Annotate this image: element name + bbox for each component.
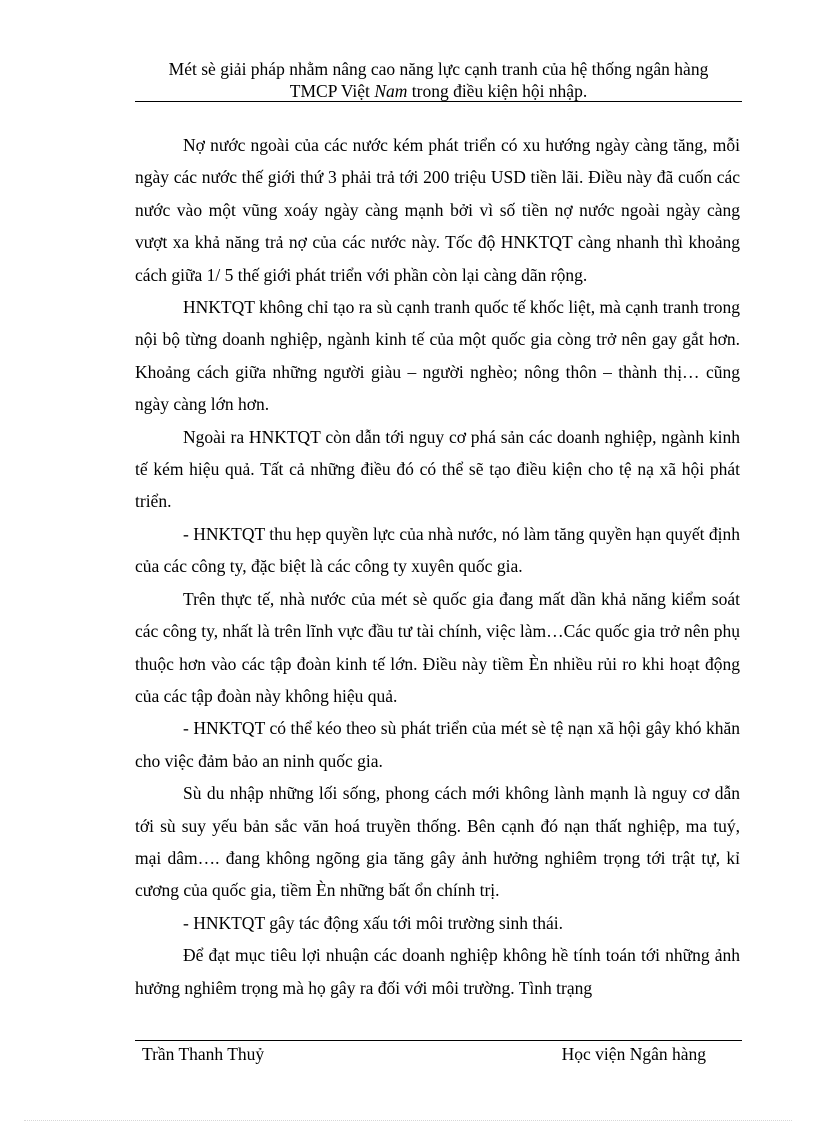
header-line2-start: TMCP Việt [289,81,375,101]
paragraph: Ngoài ra HNKTQT còn dẫn tới nguy cơ phá sản các doanh nghiệp, ngành kinh tế kém hiệu quả. Tất cả những điều đó có thể sẽ tạo điều kiện cho tệ nạ xã hội phát triển. [135,426,740,512]
paragraph: - HNKTQT thu hẹp quyền lực của nhà nước, nó làm tăng quyền hạn quyết định của các công ty, đặc biệt là các công ty xuyên quốc gia. [135,523,740,577]
running-header [135,58,742,102]
footer-institution: Học viện Ngân hàng [561,1044,706,1064]
paragraph: - HNKTQT có thể kéo theo sù phát triển của mét sè tệ nạn xã hội gây khó khăn cho việc đảm bảo an ninh quốc gia. [135,718,740,771]
footer-author: Trần Thanh Thuỷ [142,1044,265,1064]
page-bottom-edge [24,1120,792,1121]
paragraph: HNKTQT không chỉ tạo ra sù cạnh tranh quốc tế khốc liệt, mà cạnh tranh trong nội bộ từng doanh nghiệp, ngành kinh tế của một quốc gia còng trở nên gay gắt hơn. Khoảng cách giữa những người giàu – người nghèo; nông thôn – thành thị… cũng ngày càng lớn hơn. [135,297,740,415]
paragraph: Để đạt mục tiêu lợi nhuận các doanh nghiệp không hề tính toán tới những ảnh hưởng nghiêm trọng mà họ gây ra đối với môi trường. Tình trạng [135,945,740,998]
paragraph: Sù du nhập những lối sống, phong cách mới không lành mạnh là nguy cơ dẫn tới sù suy yếu bản sắc văn hoá truyền thống. Bên cạnh đó nạn thất nghiệp, ma tuý, mại dâm…. đang không ngõng gia tăng gây ảnh hưởng nghiêm trọng tới trật tự, kỉ cương của quốc gia, tiềm Èn những bất ổn chính trị. [135,783,740,901]
body-text [135,129,740,1004]
paragraph: Trên thực tế, nhà nước của mét sè quốc gia đang mất dần khả năng kiểm soát các công ty, nhất là trên lĩnh vực đầu tư tài chính, việc làm…Các quốc gia trở nên phụ thuộc hơn vào các tập đoàn kinh tế lớn. Điều này tiềm Èn nhiều rủi ro khi hoạt động của các tập đoàn này không hiệu quả. [135,588,740,706]
header-divider [135,101,742,102]
header-script-word: Nam [374,81,408,101]
footer-divider [135,1040,742,1041]
paragraph: Nợ nước ngoài của các nước kém phát triển có xu hướng ngày càng tăng, mỗi ngày các nước thế giới thứ 3 phải trả tới 200 triệu USD tiền lãi. Điều này đã cuốn các nước vào một vũng xoáy ngày càng mạnh bởi vì số tiền nợ nước ngoài ngày càng vượt xa khả năng trả nợ của các nước này. Tốc độ HNKTQT càng nhanh thì khoảng cách giữa 1/ 5 thế giới phát triển với phần còn lại càng dãn rộng. [135,135,740,285]
header-title-line2 [135,80,742,102]
paragraph: - HNKTQT gây tác động xấu tới môi trường sinh thái. [183,912,564,933]
header-title-line1: Mét sè giải pháp nhằm nâng cao năng lực cạnh tranh của hệ thống ngân hàng [168,59,709,79]
header-line2-end: trong điều kiện hội nhập. [407,81,588,101]
